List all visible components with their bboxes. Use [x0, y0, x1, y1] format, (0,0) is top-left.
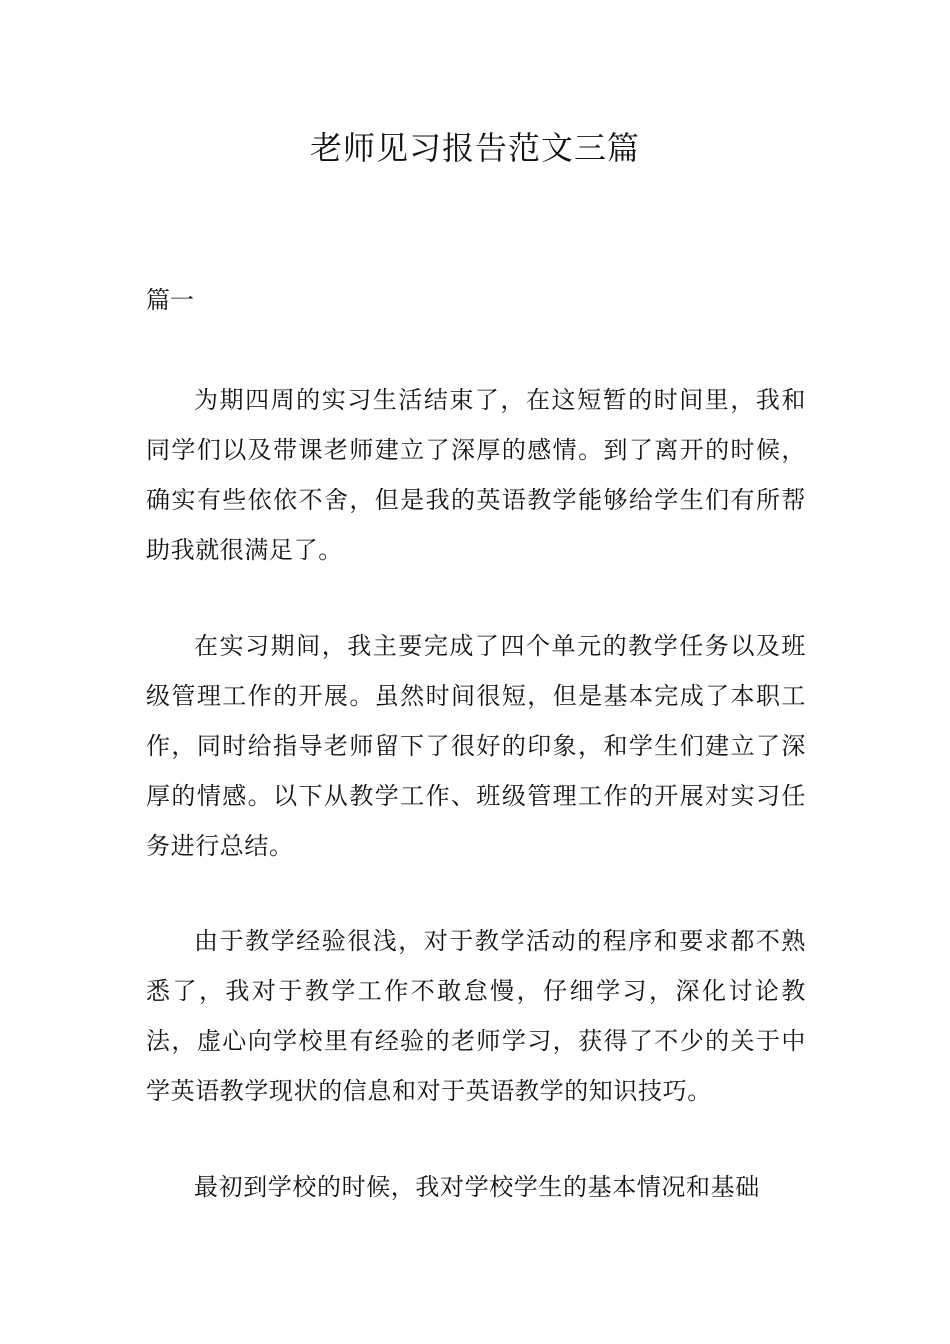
paragraph-4: 最初到学校的时候，我对学校学生的基本情况和基础: [194, 1173, 760, 1201]
paragraph-1: 为期四周的实习生活结束了，在这短暂的时间里，我和同学们以及带课老师建立了深厚的感情。到了离开的时候，确实有些依依不舍，但是我的英语教学能够给学生们有所帮助我就很满足了。: [146, 386, 806, 564]
paragraph-3: 由于教学经验很浅，对于教学活动的程序和要求都不熟悉了，我对于教学工作不敢怠慢，仔细学习，深化讨论教法，虚心向学校里有经验的老师学习，获得了不少的关于中学英语教学现状的信息和对于英语教学的知识技巧。: [146, 927, 806, 1105]
paragraph-2: 在实习期间，我主要完成了四个单元的教学任务以及班级管理工作的开展。虽然时间很短，但是基本完成了本职工作，同时给指导老师留下了很好的印象，和学生们建立了深厚的情感。以下从教学工作、班级管理工作的开展对实习任务进行总结。: [146, 632, 806, 860]
section-heading: 篇一: [146, 286, 194, 314]
document-title: 老师见习报告范文三篇: [309, 129, 640, 167]
